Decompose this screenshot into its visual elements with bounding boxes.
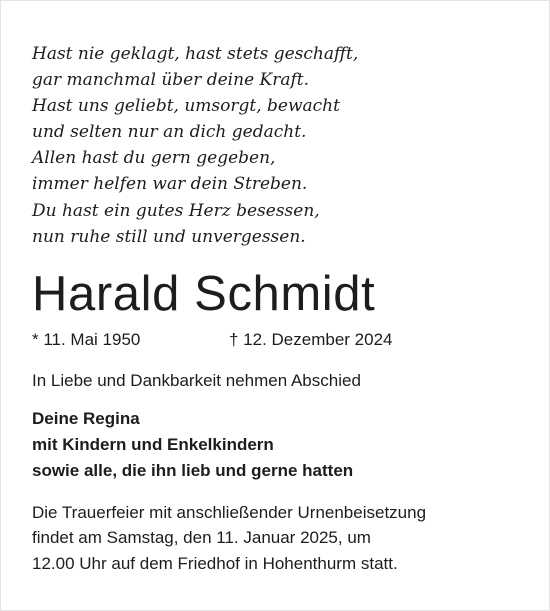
poem-line: Hast uns geliebt, umsorgt, bewacht [32, 96, 340, 117]
mourner-line: sowie alle, die ihn lieb und gerne hatten [32, 461, 354, 480]
poem-line: nun ruhe still und unvergessen. [32, 226, 306, 247]
funeral-service-info [32, 500, 426, 576]
mourners-list [32, 406, 353, 484]
poem-line: und selten nur an dich gedacht. [32, 122, 307, 143]
poem-line: gar manchmal über deine Kraft. [32, 70, 310, 91]
birth-date: * 11. Mai 1950 [32, 330, 141, 349]
poem-line: Allen hast du gern gegeben, [32, 148, 276, 169]
poem-line: Du hast ein gutes Herz besessen, [32, 200, 320, 221]
farewell-intro: In Liebe und Dankbarkeit nehmen Abschied [32, 371, 361, 390]
death-date: † 12. Dezember 2024 [229, 330, 393, 349]
poem-line: immer helfen war dein Streben. [32, 174, 308, 195]
memorial-poem [32, 41, 492, 250]
service-line: Die Trauerfeier mit anschließender Urnenbeisetzung [32, 503, 427, 522]
poem-line: Hast nie geklagt, hast stets geschafft, [32, 44, 359, 64]
service-line: 12.00 Uhr auf dem Friedhof in Hohenthurm statt. [32, 553, 398, 573]
service-line: findet am Samstag, den 11. Januar 2025, um [32, 528, 371, 548]
mourner-line: mit Kindern und Enkelkindern [32, 435, 274, 454]
mourner-line: Deine Regina [32, 409, 140, 428]
deceased-name: Harald Schmidt [32, 267, 376, 321]
